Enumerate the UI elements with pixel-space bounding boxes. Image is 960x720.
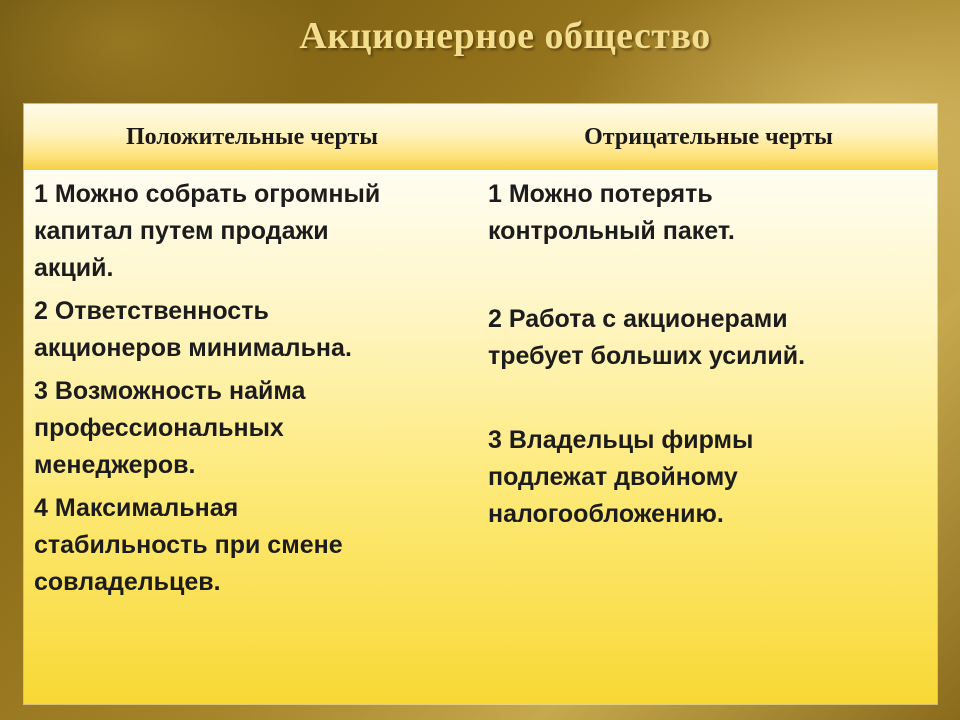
negative-item: 3 Владельцы фирмы подлежат двойному налогообложению. (488, 426, 754, 528)
header-negative-traits: Отрицательные черты (480, 104, 937, 170)
negative-item: 2 Работа с акционерами требует больших усилий. (488, 305, 806, 370)
negative-traits-column (480, 170, 937, 704)
positive-item: 1 Можно собрать огромный капитал путем продажи акций. (34, 180, 381, 282)
header-positive-traits: Положительные черты (24, 104, 480, 170)
positive-item: 2 Ответственность акционеров минимальна. (34, 297, 352, 362)
positive-item: 4 Максимальная стабильность при смене совладельцев. (34, 494, 343, 596)
positive-traits-column (24, 170, 480, 704)
positive-item: 3 Возможность найма профессиональных менеджеров. (34, 377, 306, 479)
negative-item: 1 Можно потерять контрольный пакет. (488, 180, 735, 245)
slide-title: Акционерное общество (299, 15, 711, 57)
comparison-table (24, 104, 937, 704)
